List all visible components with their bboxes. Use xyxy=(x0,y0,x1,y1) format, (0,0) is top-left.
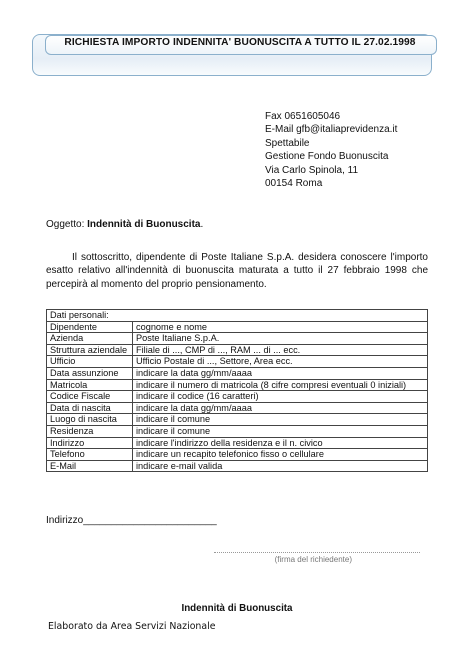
field-value: indicare un recapito telefonico fisso o cellulare xyxy=(133,449,428,461)
table-row xyxy=(47,333,428,345)
table-row xyxy=(47,321,428,333)
fax-number: Fax 0651605046 xyxy=(265,111,341,122)
signature-line xyxy=(214,552,420,553)
field-label: Telefono xyxy=(47,449,133,461)
table-row xyxy=(47,460,428,472)
field-label: Dipendente xyxy=(47,321,133,333)
table-row xyxy=(47,402,428,414)
field-label: Codice Fiscale xyxy=(47,391,133,403)
field-value: Poste Italiane S.p.A. xyxy=(133,333,428,345)
field-label: Residenza xyxy=(47,425,133,437)
table-caption: Dati personali: xyxy=(47,310,428,322)
document-title: RICHIESTA IMPORTO INDENNITA' BUONUSCITA A TUTTO IL 27.02.1998 xyxy=(64,37,416,48)
field-value: indicare il comune xyxy=(133,414,428,426)
subject-value: Indennità di Buonuscita xyxy=(87,219,201,230)
field-value: cognome e nome xyxy=(133,321,428,333)
field-value: Ufficio Postale di ..., Settore, Area ecc. xyxy=(133,356,428,368)
field-value: indicare il numero di matricola (8 cifre compresi eventuali 0 iniziali) xyxy=(133,379,428,391)
request-paragraph xyxy=(46,251,428,291)
footer-title: Indennità di Buonuscita xyxy=(181,603,293,614)
table-caption-row xyxy=(47,310,428,322)
address-line-3: Via Carlo Spinola, 11 xyxy=(265,164,359,176)
table-row xyxy=(47,414,428,426)
table-row xyxy=(47,437,428,449)
field-value: indicare il comune xyxy=(133,425,428,437)
email-address: E-Mail gfb@italiaprevidenza.it xyxy=(265,124,398,136)
subject-line xyxy=(46,219,203,230)
footer-credit: Elaborato da Area Servizi Nazionale xyxy=(48,621,216,632)
recipient-address xyxy=(265,110,397,190)
table-row xyxy=(47,449,428,461)
field-label: Matricola xyxy=(47,379,133,391)
table-row xyxy=(47,344,428,356)
field-value: indicare l'indirizzo della residenza e il n. civico xyxy=(133,437,428,449)
field-label: Luogo di nascita xyxy=(47,414,133,426)
field-value: indicare la data gg/mm/aaaa xyxy=(133,367,428,379)
indirizzo-field: Indirizzo________________________ xyxy=(46,515,217,526)
field-value: indicare il codice (16 caratteri) xyxy=(133,391,428,403)
address-line-2: Gestione Fondo Buonuscita xyxy=(265,151,389,163)
table-row xyxy=(47,391,428,403)
subject-end: . xyxy=(200,219,204,230)
field-label: Ufficio xyxy=(47,356,133,368)
field-label: Data di nascita xyxy=(47,402,133,414)
field-label: E-Mail xyxy=(47,460,133,472)
table-row xyxy=(47,425,428,437)
signature-caption: (firma del richiedente) xyxy=(274,555,352,564)
table-row xyxy=(47,379,428,391)
field-value: indicare e-mail valida xyxy=(133,460,428,472)
address-line-1: Spettabile xyxy=(265,137,310,149)
request-text: Il sottoscritto, dipendente di Poste Italiane S.p.A. desidera conoscere l'importo esatto relativo all'indennità di buonuscita maturata a tutto il 27 febbraio 1998 che percepirà al momento del proprio pensionamento. xyxy=(46,252,428,290)
field-label: Struttura aziendale xyxy=(47,344,133,356)
field-label: Indirizzo xyxy=(47,437,133,449)
field-value: Filiale di ..., CMP di ..., RAM ... di ... ecc. xyxy=(133,344,428,356)
field-value: indicare la data gg/mm/aaaa xyxy=(133,402,428,414)
subject-label: Oggetto: xyxy=(46,219,88,230)
field-label: Azienda xyxy=(47,333,133,345)
table-row xyxy=(47,356,428,368)
address-line-4: 00154 Roma xyxy=(265,178,323,190)
field-label: Data assunzione xyxy=(47,367,133,379)
personal-data-table xyxy=(46,309,428,472)
table-row xyxy=(47,367,428,379)
